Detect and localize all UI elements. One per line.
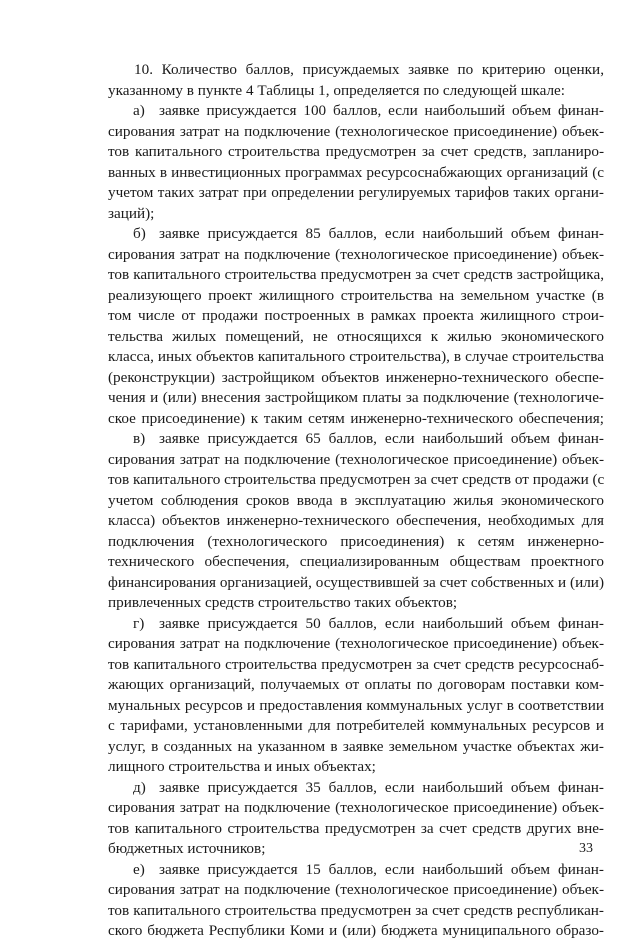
- list-item-first-line: [108, 101, 604, 122]
- list-item-line: мунальных ресурсов и предоставления коммунальных услуг в соответствии: [108, 696, 604, 714]
- list-item-line: реализующего проект жилищного строительства на земельном участке (в: [108, 286, 604, 304]
- list-item-text: заявке присуждается 50 баллов, если наибольший объем финан-: [159, 614, 604, 632]
- list-item-line: сирования затрат на подключение (технологическое присоединение) объек-: [108, 245, 604, 263]
- list-item-line: жающих организаций, получаемых от оплаты по договорам поставки ком-: [108, 676, 604, 693]
- list-item-line: сирования затрат на подключение (технологическое присоединение) объек-: [108, 450, 604, 468]
- list-item-line: тов капитального строительства предусмотрен за счет средств от продажи (с: [108, 471, 605, 488]
- list-item-first-line: [108, 614, 604, 635]
- list-item-line: привлеченных средств строительство таких объектов;: [108, 594, 458, 611]
- list-item-line: бюджетных источников;: [108, 840, 266, 857]
- list-item-line: класса, иных объектов капитального строительства), в случае строительства: [108, 348, 604, 365]
- list-item-marker: д): [133, 778, 146, 796]
- list-item-marker: г): [133, 614, 145, 632]
- intro-line-2: указанному в пункте 4 Таблицы 1, определяется по следующей шкале:: [108, 81, 565, 99]
- list-item-line: тов капитального строительства предусмотрен за счет средств застройщика,: [108, 266, 604, 283]
- list-item-v: [108, 429, 604, 614]
- list-item-line: сирования затрат на подключение (технологическое присоединение) объек-: [108, 881, 604, 898]
- list-item-e: [108, 860, 604, 942]
- list-item-marker: е): [133, 860, 145, 878]
- list-item-d: [108, 778, 604, 860]
- list-item-line: сирования затрат на подключение (технологическое присоединение) объек-: [108, 799, 604, 816]
- list-item-text: заявке присуждается 85 баллов, если наибольший объем финан-: [159, 225, 604, 242]
- list-item-line: финансирования организацией, осуществившей за счет собственных и (или): [108, 573, 604, 591]
- list-item-line: класса) объектов инженерно-технического обеспечения, необходимых для: [108, 512, 604, 529]
- intro-line-1: 10. Количество баллов, присуждаемых заявке по критерию оценки,: [134, 61, 604, 78]
- list-item-line: чения и (или) внесения застройщиком платы за подключение (технологиче-: [108, 389, 604, 406]
- list-item-text: заявке присуждается 35 баллов, если наибольший объем финан-: [159, 778, 604, 796]
- list-item-first-line: [108, 429, 604, 450]
- list-item-text: заявке присуждается 15 баллов, если наибольший объем финан-: [159, 860, 604, 878]
- list-item-first-line: [108, 224, 604, 245]
- list-item-marker: б): [133, 225, 146, 242]
- list-item-line: тов капитального строительства предусмотрен за счет средств ресурсоснаб-: [108, 655, 604, 673]
- list-item-line: с тарифами, установленными для потребителей коммунальных ресурсов и: [108, 717, 604, 734]
- list-item-first-line: [108, 778, 604, 799]
- list-item-a: [108, 101, 604, 224]
- list-item-marker: а): [133, 102, 145, 119]
- list-item-line: услуг, в созданных на указанном в заявке земельном участке объектах жи-: [108, 737, 604, 755]
- document-page: [108, 60, 604, 942]
- list-item-g: [108, 614, 604, 778]
- list-item-line: (реконструкции) застройщиком объектов инженерно-технического обеспе-: [108, 368, 604, 386]
- list-item-line: учетом соблюдения сроков ввода в эксплуатацию жилья экономического: [108, 491, 604, 509]
- list-item-line: подключения (технологического присоединения) к сетям инженерно-: [108, 532, 604, 550]
- list-item-line: ского бюджета Республики Коми и (или) бюджета муниципального образо-: [108, 922, 604, 939]
- list-item-text: заявке присуждается 65 баллов, если наибольший объем финан-: [159, 430, 604, 447]
- list-item-line: тов капитального строительства предусмотрен за счет средств, запланиро-: [108, 143, 604, 160]
- list-item-line: учетом таких затрат при определении регулируемых тарифов таких органи-: [108, 184, 604, 201]
- list-item-line: сирования затрат на подключение (технологическое присоединение) объек-: [108, 635, 604, 652]
- list-item-text: заявке присуждается 100 баллов, если наибольший объем финан-: [159, 102, 604, 119]
- list-item-b: [108, 224, 604, 429]
- list-item-line: тельства жилых помещений, не относящихся к жилью экономического: [108, 327, 604, 345]
- intro-paragraph: [108, 60, 604, 101]
- list-item-marker: в): [133, 430, 146, 447]
- list-item-first-line: [108, 860, 604, 881]
- list-item-line: технического обеспечения, специализированным обществам проектного: [108, 553, 604, 570]
- list-item-line: том числе от продажи построенных в рамках проекта жилищного строи-: [108, 307, 604, 324]
- list-item-line: тов капитального строительства предусмотрен за счет средств других вне-: [108, 819, 604, 837]
- list-item-line: тов капитального строительства предусмотрен за счет средств республикан-: [108, 901, 604, 919]
- list-item-line: ское присоединение) к таким сетям инженерно-технического обеспечения;: [108, 409, 604, 427]
- list-item-line: лищного строительства и иных объектах;: [108, 758, 376, 775]
- page-number: 33: [579, 841, 593, 856]
- list-item-line: заций);: [108, 204, 155, 222]
- list-item-line: сирования затрат на подключение (технологическое присоединение) объек-: [108, 122, 604, 140]
- list-item-line: ванных в инвестиционных программах ресурсоснабжающих организаций (с: [108, 163, 604, 181]
